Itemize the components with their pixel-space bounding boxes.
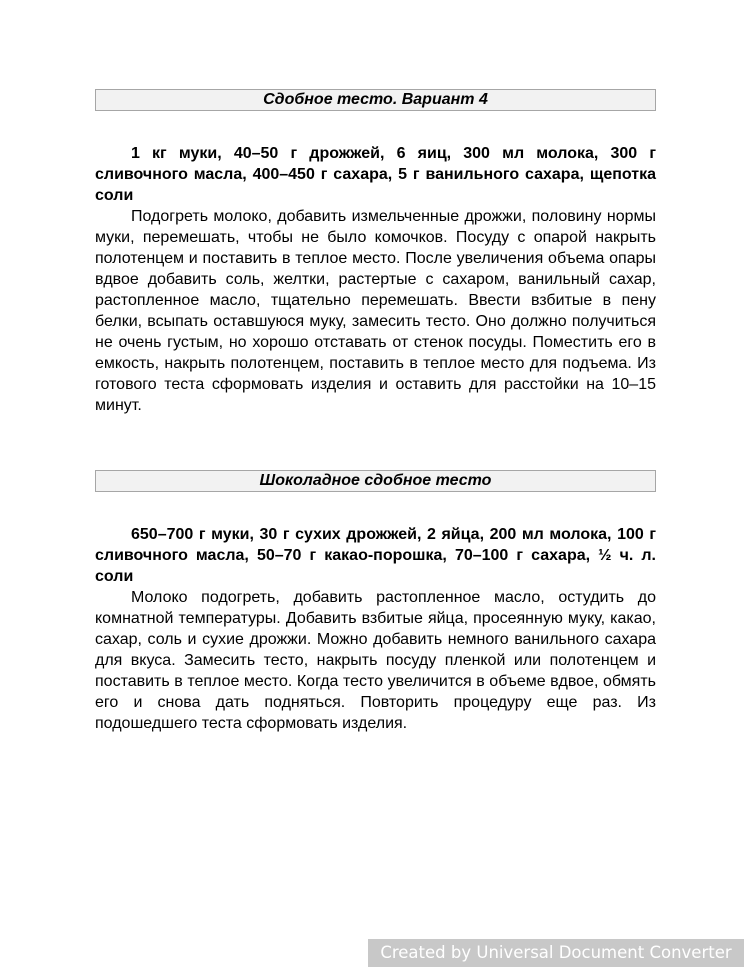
recipe-method: Молоко подогреть, добавить растопленное масло, остудить до комнатной температуры. Добавить взбитые яйца, просеянную муку, какао, сахар, соль и сухие дрожжи. Можно добавить немного ванильного сахара для вкуса. Замесить тесто, накрыть посуду пленкой или полотенцем и поставить в теплое место. Когда тесто увеличится в объеме вдвое, обмять его и снова дать подняться. Повторить процедуру еще раз. Из подошедшего теста сформовать изделия. <box>95 589 656 732</box>
recipe-title: Шоколадное сдобное тесто <box>95 470 656 492</box>
recipe-method: Подогреть молоко, добавить измельченные дрожжи, половину нормы муки, перемешать, чтобы не было комочков. Посуду с опарой накрыть полотенцем и поставить в теплое место. После увеличения объема опары вдвое добавить соль, желтки, растертые с сахаром, ванильный сахар, растопленное масло, тщательно перемешать. Ввести взбитые в пену белки, всыпать оставшуюся муку, замесить тесто. Оно должно получиться не очень густым, но хорошо отставать от стенок посуды. Поместить его в емкость, накрыть полотенцем, поставить в теплое место для подъема. Из готового теста сформовать изделия и оставить для расстойки на 10–15 минут. <box>95 208 656 414</box>
recipe-ingredients: 1 кг муки, 40–50 г дрожжей, 6 яиц, 300 мл молока, 300 г сливочного масла, 400–450 г сахара, 5 г ванильного сахара, щепотка соли <box>95 145 656 204</box>
recipe-section-2 <box>95 470 656 734</box>
watermark-banner: Created by Universal Document Converter <box>368 939 744 967</box>
recipe-ingredients: 650–700 г муки, 30 г сухих дрожжей, 2 яйца, 200 мл молока, 100 г сливочного масла, 50–70 г какао-порошка, 70–100 г сахара, ½ ч. л. соли <box>95 526 656 585</box>
recipe-section-1 <box>95 89 656 416</box>
recipe-title: Сдобное тесто. Вариант 4 <box>95 89 656 111</box>
